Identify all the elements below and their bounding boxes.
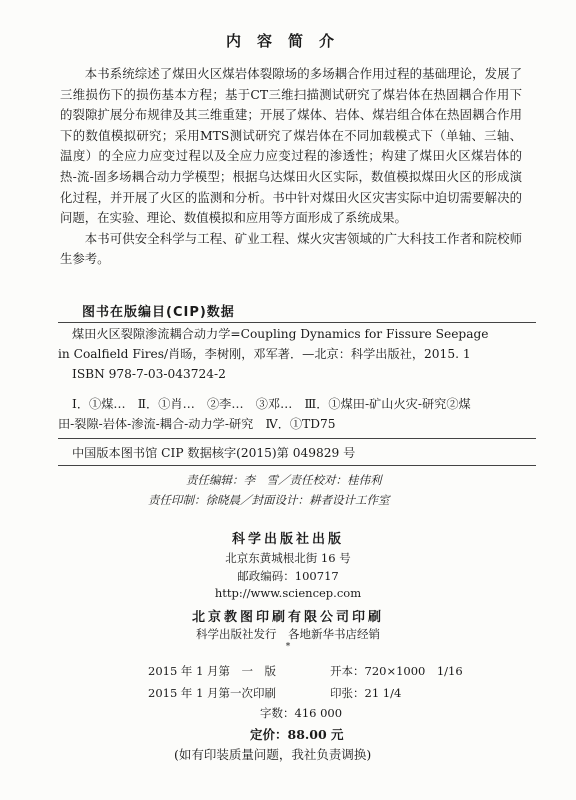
- cip-record-number: 中国版本图书馆 CIP 数据核字(2015)第 049829 号: [72, 446, 356, 460]
- publisher-address: 北京东黄城根北街 16 号: [225, 551, 351, 565]
- credits-editor: 责任编辑：李 雪／责任校对：桂伟利: [186, 473, 382, 487]
- cip-block: [58, 324, 536, 434]
- cip-line-subjects: Ⅰ．①煤… Ⅱ．①肖… ②李… ③邓… Ⅲ．①煤田-矿山火灾-研究②煤: [72, 397, 471, 411]
- quality-notice: (如有印装质量问题，我社负责调换): [174, 747, 372, 762]
- cip-middle-rule: [58, 438, 536, 439]
- cip-heading: 图书在版编目(CIP)数据: [82, 305, 235, 320]
- price: 定价：88.00 元: [250, 727, 344, 742]
- credits-printing: 责任印制：徐晓晨／封面设计：耕者设计工作室: [148, 493, 390, 507]
- edition-info: 2015 年 1 月第 一 版: [148, 664, 277, 678]
- sheets-info: 印张：21 1/4: [330, 686, 402, 700]
- cip-line-subjects-cont: 田-裂隙-岩体-渗流-耦合-动力学-研究 Ⅳ．①TD75: [58, 417, 336, 431]
- distribution-line: 科学出版社发行 各地新华书店经销: [196, 627, 380, 641]
- publisher-url: http://www.sciencep.com: [214, 586, 362, 600]
- page-title: 内容简介: [225, 32, 350, 50]
- word-count: 字数：416 000: [260, 706, 343, 720]
- separator-mark: *: [285, 642, 291, 652]
- printing-info: 2015 年 1 月第一次印刷: [148, 686, 277, 700]
- cip-top-rule: [58, 322, 536, 323]
- content-summary: [60, 64, 522, 270]
- format-info: 开本：720×1000 1/16: [330, 664, 463, 678]
- printer-name: 北京教图印刷有限公司印刷: [191, 610, 384, 625]
- publisher-postcode: 邮政编码：100717: [237, 569, 339, 583]
- cip-line-title-cont: in Coalfield Fires/肖旸，李树刚，邓军著．—北京：科学出版社，2015. 1: [58, 347, 471, 361]
- cip-line-title: 煤田火区裂隙渗流耦合动力学=Coupling Dynamics for Fissure Seepage: [72, 327, 489, 341]
- summary-paragraph-2: 本书可供安全科学与工程、矿业工程、煤火灾害领域的广大科技工作者和院校师生参考。: [60, 230, 522, 267]
- summary-paragraph-1: 本书系统综述了煤田火区煤岩体裂隙场的多场耦合作用过程的基础理论，发展了三维损伤下的损伤基本方程；基于CT三维扫描测试研究了煤岩体在热固耦合作用下的裂隙扩展分布规律及其三维重建；开展了煤体、岩体、煤岩组合体在热固耦合作用下的数值模拟研究；采用MTS测试研究了煤岩体在不同加载模式下（单轴、三轴、温度）的全应力应变过程以及全应力应变过程的渗透性；构建了煤田火区煤岩体的热-流-固多场耦合动力学模型；根据乌达煤田火区实际，数值模拟煤田火区的形成演化过程，并开展了火区的监测和分析。书中针对煤田火区灾害实际中迫切需要解决的问题，在实验、理论、数值模拟和应用等方面形成了系统成果。: [60, 66, 522, 226]
- publisher-name: 科学出版社出版: [231, 532, 344, 547]
- cip-bottom-rule: [58, 465, 536, 466]
- cip-record-block: [58, 443, 536, 463]
- cip-line-isbn: ISBN 978-7-03-043724-2: [72, 367, 226, 381]
